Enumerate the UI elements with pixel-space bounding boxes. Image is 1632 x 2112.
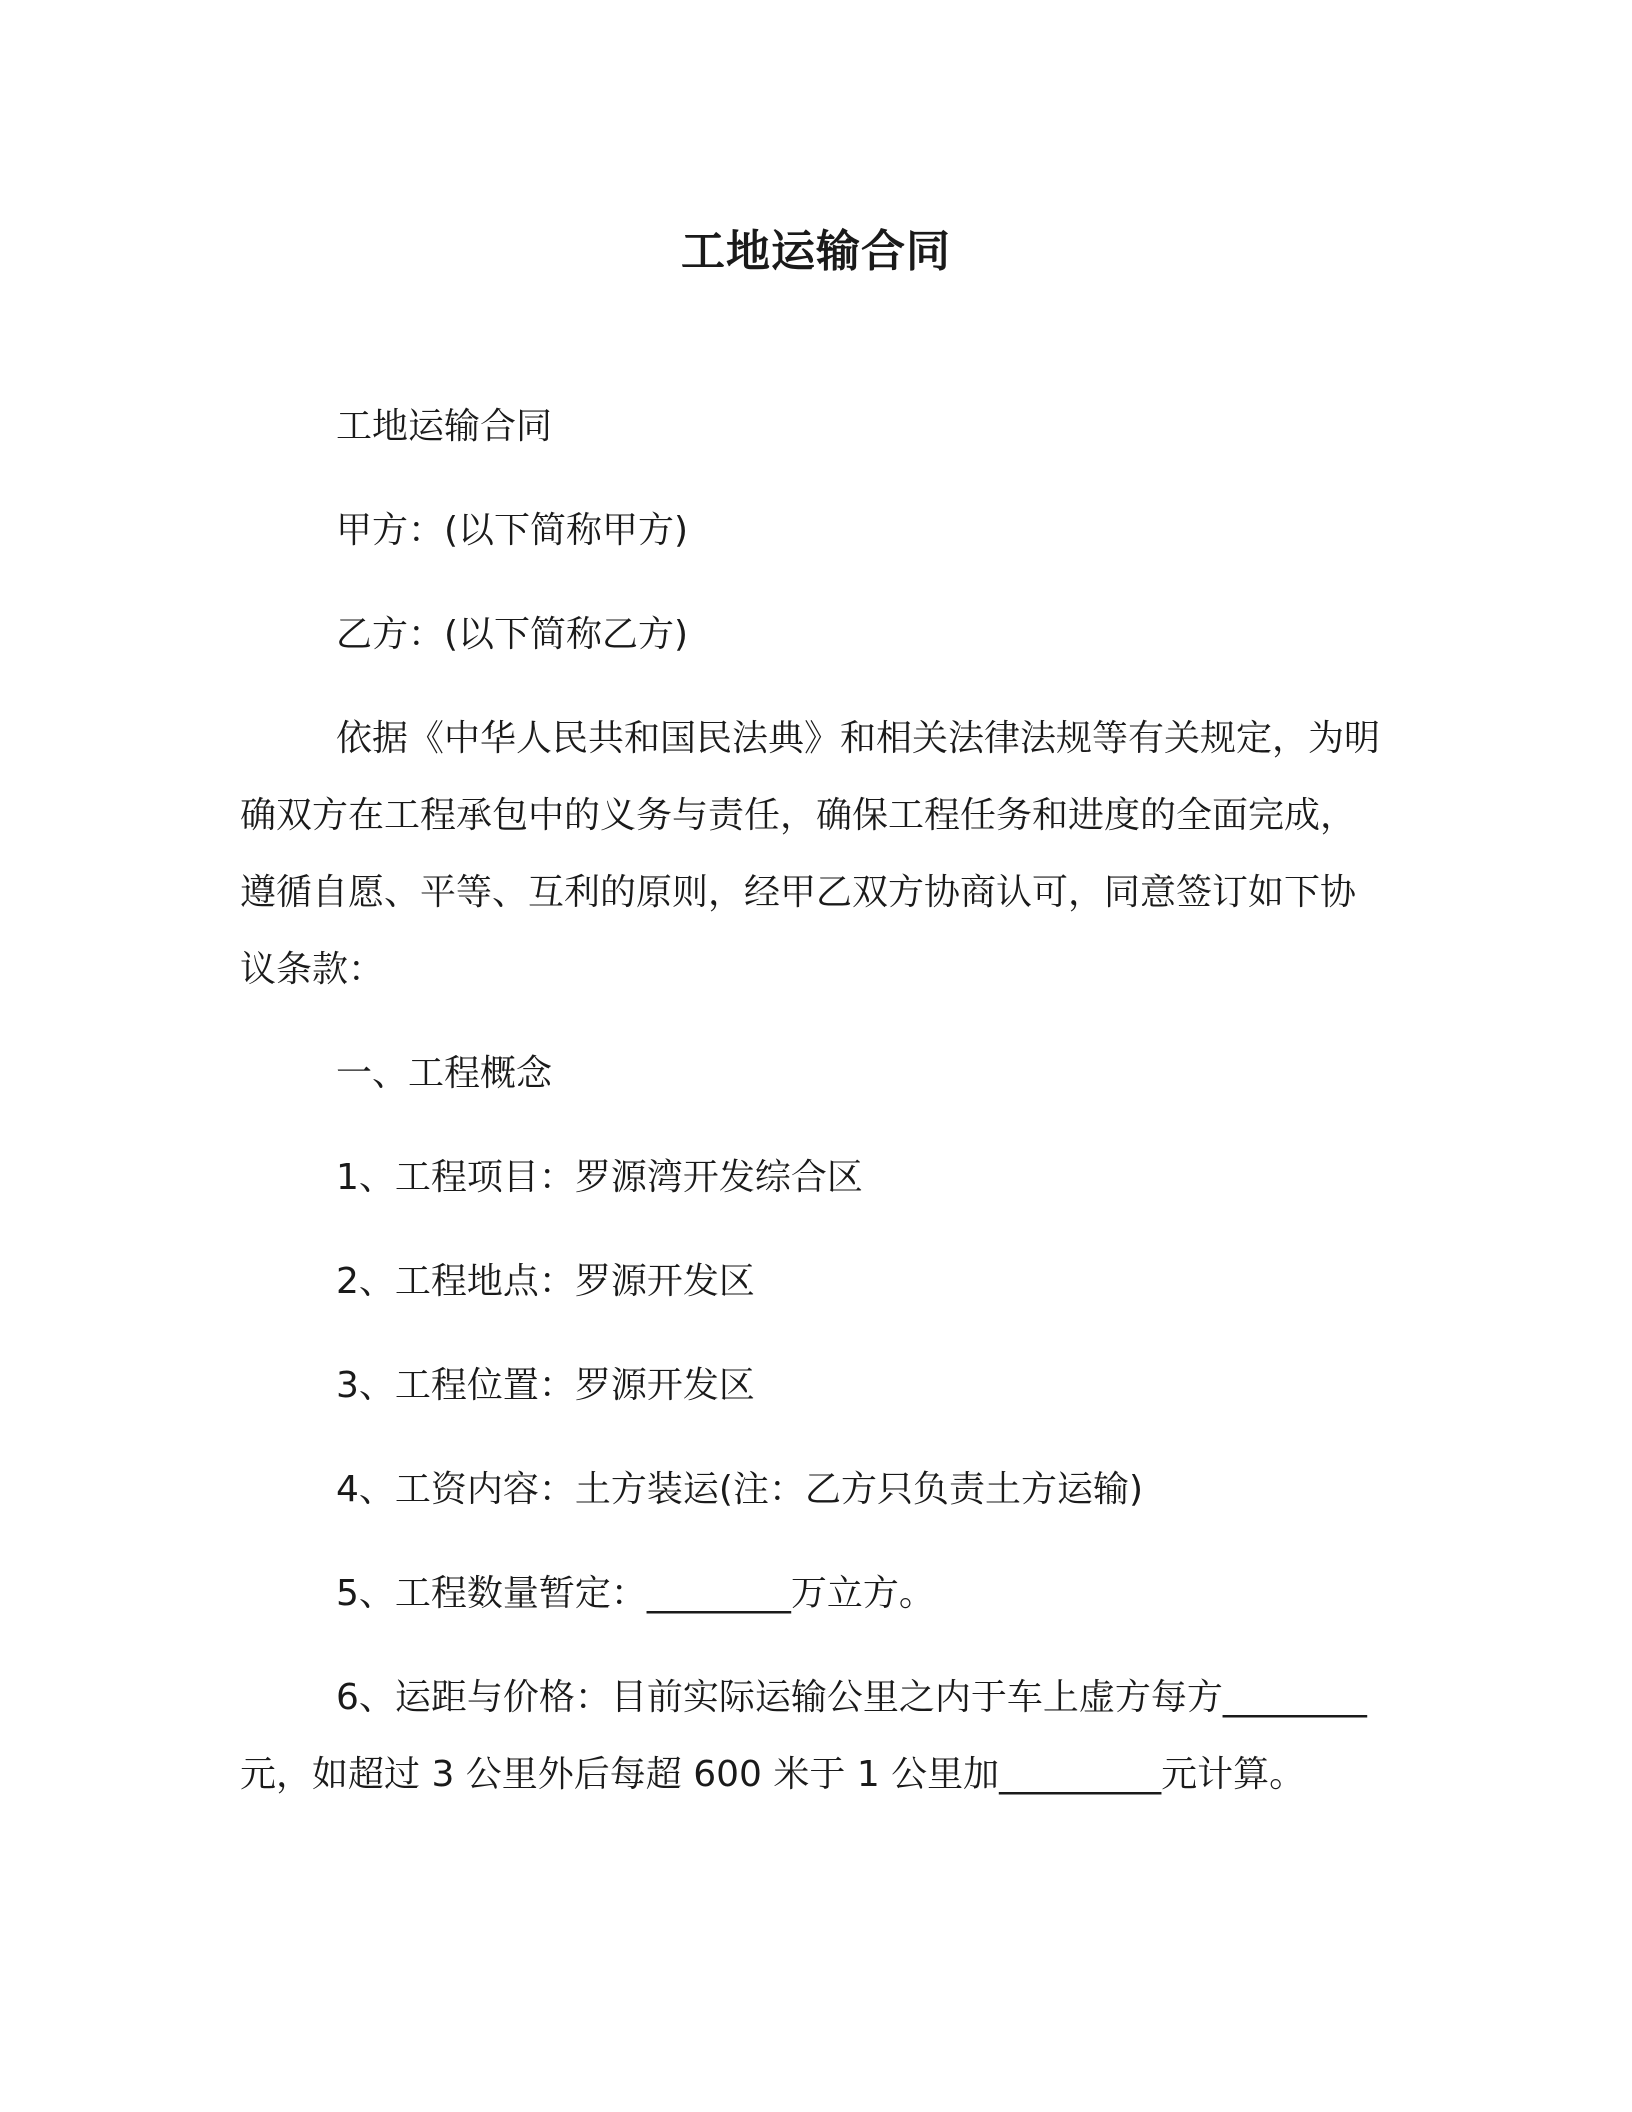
paragraph-heading: 工地运输合同 (336, 406, 553, 447)
paragraph-party-b: 乙方：(以下简称乙方) (336, 614, 689, 655)
document-body (240, 388, 1380, 1813)
clause-5-quantity: 5、工程数量暂定：________万立方。 (336, 1573, 935, 1614)
section-heading-project-concept: 一、工程概念 (336, 1053, 553, 1094)
clause-6-distance-price: 6、运距与价格：目前实际运输公里之内于车上虚方每方________元，如超过 3 公里外后每超 600 米于 1 公里加_________元计算。 (240, 1677, 1367, 1795)
clause-4-content: 4、工资内容：土方装运(注：乙方只负责土方运输) (336, 1469, 1143, 1510)
clause-2-location: 2、工程地点：罗源开发区 (336, 1261, 755, 1302)
paragraph-party-a: 甲方：(以下简称甲方) (336, 510, 689, 551)
clause-1-project: 1、工程项目：罗源湾开发综合区 (336, 1157, 863, 1198)
paragraph-preamble: 依据《中华人民共和国民法典》和相关法律法规等有关规定，为明确双方在工程承包中的义务与责任，确保工程任务和进度的全面完成，遵循自愿、平等、互利的原则，经甲乙双方协商认可，同意签订如下协议条款： (240, 718, 1381, 990)
clause-3-position: 3、工程位置：罗源开发区 (336, 1365, 755, 1406)
document-title: 工地运输合同 (681, 226, 951, 277)
